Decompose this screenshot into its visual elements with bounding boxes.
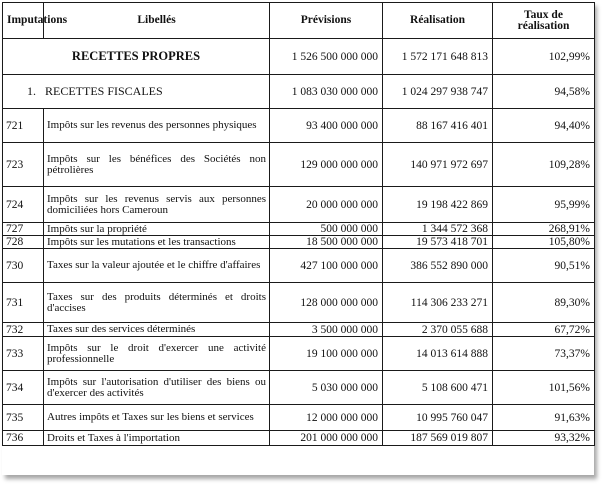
row-taux: 91,63% <box>493 405 595 431</box>
row-libelle: Autres impôts et Taxes sur les biens et services <box>44 405 270 431</box>
row-taux: 268,91% <box>493 223 595 236</box>
row-realisation: 14 013 614 888 <box>383 337 493 371</box>
row-taux: 101,56% <box>493 371 595 405</box>
header-imputations: Imputations <box>3 3 44 39</box>
header-previsions: Prévisions <box>270 3 383 39</box>
table-row <box>3 223 595 236</box>
row-libelle: Taxes sur la valeur ajoutée et le chiffre d'affaires <box>44 249 270 283</box>
table-row <box>3 187 595 223</box>
row-taux: 89,30% <box>493 283 595 323</box>
row-code: 730 <box>3 249 44 283</box>
row-realisation: 1 344 572 368 <box>383 223 493 236</box>
row-libelle: Impôts sur la propriété <box>44 223 270 236</box>
row-code: 727 <box>3 223 44 236</box>
row-taux: 109,28% <box>493 143 595 187</box>
header-realisation: Réalisation <box>383 3 493 39</box>
row-previsions: 12 000 000 000 <box>270 405 383 431</box>
row-taux: 95,99% <box>493 187 595 223</box>
row-taux: 90,51% <box>493 249 595 283</box>
row-previsions: 19 100 000 000 <box>270 337 383 371</box>
recettes-propres-realisation: 1 572 171 648 813 <box>383 39 493 75</box>
row-libelle: Impôts sur l'autorisation d'utiliser des biens ou d'exercer des activités <box>44 371 270 405</box>
table-row <box>3 143 595 187</box>
row-libelle: Impôts sur les revenus servis aux personnes domiciliées hors Cameroun <box>44 187 270 223</box>
budget-table-frame <box>2 2 594 475</box>
row-previsions: 500 000 000 <box>270 223 383 236</box>
row-code: 724 <box>3 187 44 223</box>
row-taux: 93,32% <box>493 431 595 446</box>
table-row <box>3 236 595 249</box>
row-code: 728 <box>3 236 44 249</box>
row-code: 731 <box>3 283 44 323</box>
recettes-fiscales-row <box>3 75 595 109</box>
row-libelle: Impôts sur les mutations et les transactions <box>44 236 270 249</box>
row-previsions: 201 000 000 000 <box>270 431 383 446</box>
row-libelle: Impôts sur les revenus des personnes physiques <box>44 109 270 143</box>
row-code: 723 <box>3 143 44 187</box>
table-row <box>3 405 595 431</box>
row-libelle: Taxes sur des produits déterminés et droits d'accises <box>44 283 270 323</box>
row-taux: 67,72% <box>493 323 595 337</box>
row-taux: 105,80% <box>493 236 595 249</box>
table-row <box>3 431 595 446</box>
row-taux: 94,40% <box>493 109 595 143</box>
row-code: 734 <box>3 371 44 405</box>
recettes-fiscales-number: 1. <box>27 84 36 98</box>
row-code: 733 <box>3 337 44 371</box>
recettes-fiscales-taux: 94,58% <box>493 75 595 109</box>
row-realisation: 10 995 760 047 <box>383 405 493 431</box>
row-realisation: 386 552 890 000 <box>383 249 493 283</box>
row-code: 736 <box>3 431 44 446</box>
row-code: 735 <box>3 405 44 431</box>
row-realisation: 114 306 233 271 <box>383 283 493 323</box>
table-row <box>3 337 595 371</box>
table-row <box>3 109 595 143</box>
row-code: 721 <box>3 109 44 143</box>
row-libelle: Taxes sur des services déterminés <box>44 323 270 337</box>
row-realisation: 140 971 972 697 <box>383 143 493 187</box>
row-libelle: Impôts sur les bénéfices des Sociétés non pétrolières <box>44 143 270 187</box>
row-previsions: 427 100 000 000 <box>270 249 383 283</box>
row-previsions: 93 400 000 000 <box>270 109 383 143</box>
row-libelle: Impôts sur le droit d'exercer une activité professionnelle <box>44 337 270 371</box>
recettes-fiscales-previsions: 1 083 030 000 000 <box>270 75 383 109</box>
table-row <box>3 249 595 283</box>
row-previsions: 20 000 000 000 <box>270 187 383 223</box>
recettes-propres-label: RECETTES PROPRES <box>3 39 270 75</box>
recettes-propres-row <box>3 39 595 75</box>
row-realisation: 5 108 600 471 <box>383 371 493 405</box>
row-previsions: 129 000 000 000 <box>270 143 383 187</box>
row-taux: 73,37% <box>493 337 595 371</box>
row-previsions: 128 000 000 000 <box>270 283 383 323</box>
header-libelles: Libellés <box>44 3 270 39</box>
header-taux: Taux de réalisation <box>493 3 595 39</box>
recettes-propres-previsions: 1 526 500 000 000 <box>270 39 383 75</box>
recettes-propres-taux: 102,99% <box>493 39 595 75</box>
recettes-fiscales-title: RECETTES FISCALES <box>45 84 163 98</box>
table-row <box>3 283 595 323</box>
budget-execution-table <box>2 2 595 446</box>
recettes-fiscales-label <box>3 75 270 109</box>
row-previsions: 3 500 000 000 <box>270 323 383 337</box>
row-realisation: 187 569 019 807 <box>383 431 493 446</box>
table-row <box>3 371 595 405</box>
row-realisation: 19 573 418 701 <box>383 236 493 249</box>
row-realisation: 19 198 422 869 <box>383 187 493 223</box>
row-realisation: 88 167 416 401 <box>383 109 493 143</box>
row-code: 732 <box>3 323 44 337</box>
header-row <box>3 3 595 39</box>
row-libelle: Droits et Taxes à l'importation <box>44 431 270 446</box>
row-previsions: 5 030 000 000 <box>270 371 383 405</box>
recettes-fiscales-realisation: 1 024 297 938 747 <box>383 75 493 109</box>
row-realisation: 2 370 055 688 <box>383 323 493 337</box>
table-row <box>3 323 595 337</box>
row-previsions: 18 500 000 000 <box>270 236 383 249</box>
